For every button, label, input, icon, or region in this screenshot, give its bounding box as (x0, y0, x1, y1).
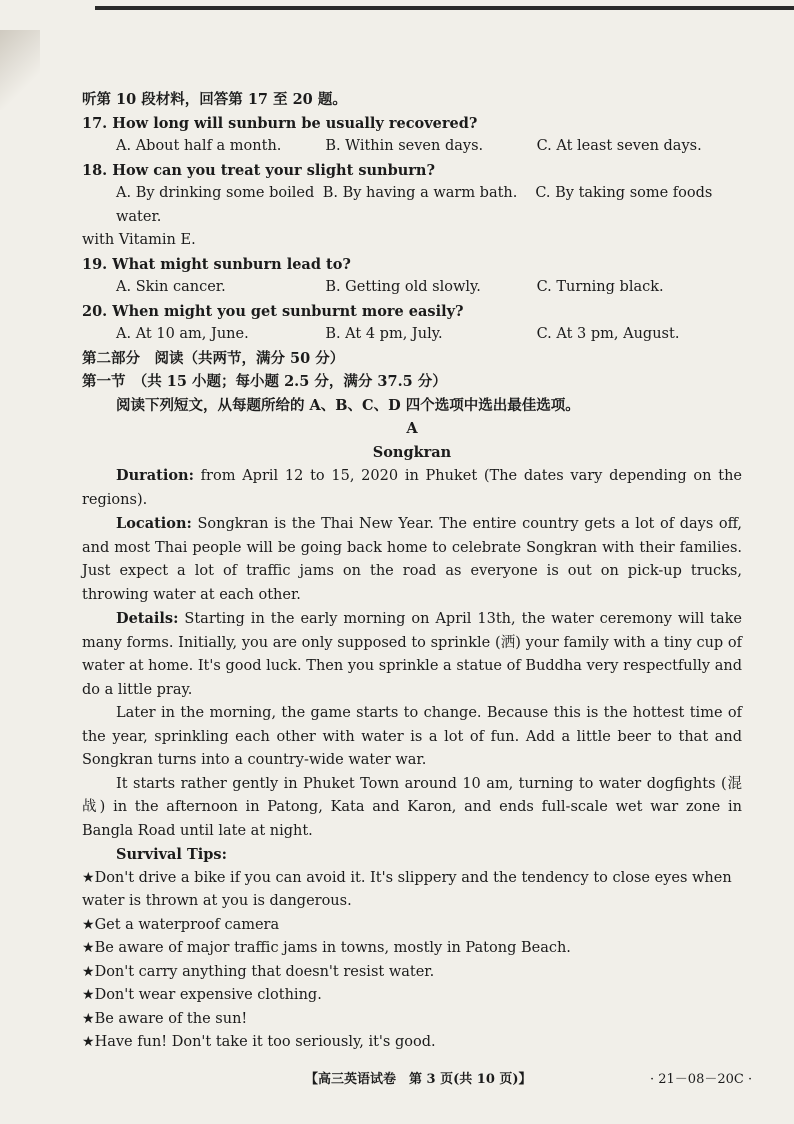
reading-instruction: 阅读下列短文，从每题所给的 A、B、C、D 四个选项中选出最佳选项。 (116, 396, 580, 414)
survival-tips-list (82, 867, 742, 1055)
section1-heading: 第一节 （共 15 小题；每小题 2.5 分，满分 37.5 分） (82, 373, 447, 390)
star-icon: ★ (82, 940, 95, 956)
tip-item: ★Don't carry anything that doesn't resist water. (82, 963, 435, 980)
option-a: A. About half a month. (116, 138, 282, 154)
tip-item: ★Be aware of the sun! (82, 1010, 248, 1027)
location-text: Songkran is the Thai New Year. The entire country gets a lot of days off, and most Thai people will be going back home to celebrate Songkran with their families. Just expect a lot of traffic jams on the road as everyone is out on pick-up trucks, throwing water at each other. (82, 516, 742, 603)
option-c: C. At 3 pm, August. (536, 326, 680, 342)
tip-item: ★Don't wear expensive clothing. (82, 987, 322, 1003)
tip-item: ★Don't drive a bike if you can avoid it. It's slippery and the tendency to close eyes when water is thrown at you is dangerous. (82, 869, 732, 909)
tip-item: ★Have fun! Don't take it too seriously, it's good. (82, 1034, 436, 1050)
option-b: B. Within seven days. (325, 138, 484, 154)
top-border-line (95, 6, 794, 10)
later-paragraph: Later in the morning, the game starts to change. Because this is the hottest time of the year, sprinkling each other with water is a lot of fun. Add a little beer to that and Songkran turns into a country-wide water war. (82, 705, 742, 768)
question-number: 20. (82, 302, 108, 320)
tip-item: ★Get a waterproof camera (82, 916, 280, 933)
question-text: How can you treat your slight sunburn? (112, 161, 435, 179)
survival-tips-label: Survival Tips: (116, 846, 227, 863)
question-17 (82, 112, 742, 159)
question-number: 19. (82, 255, 108, 273)
footer-code: · 21－08－20C · (650, 1072, 753, 1087)
question-number: 17. (82, 114, 108, 132)
option-c: C. At least seven days. (536, 138, 702, 154)
star-icon: ★ (82, 1034, 95, 1050)
page-content (82, 88, 742, 1055)
question-19 (82, 253, 742, 300)
footer-page-info: 【高三英语试卷 第 3 页(共 10 页)】 (305, 1072, 532, 1087)
part2-heading: 第二部分 阅读（共两节，满分 50 分） (82, 349, 345, 367)
duration-text: from April 12 to 15, 2020 in Phuket (The dates vary depending on the regions). (82, 468, 742, 508)
passage-letter: A (406, 420, 418, 437)
duration-paragraph (82, 464, 742, 512)
star-icon: ★ (82, 916, 95, 933)
option-a: A. At 10 am, June. (116, 326, 249, 342)
passage-title: Songkran (372, 443, 452, 461)
question-20 (82, 300, 742, 347)
question-number: 18. (82, 161, 108, 179)
star-icon: ★ (82, 987, 95, 1003)
option-b: B. At 4 pm, July. (325, 326, 443, 342)
details-paragraph (82, 607, 742, 702)
option-b: B. By having a warm bath. (322, 185, 518, 201)
tip-item: ★Be aware of major traffic jams in towns, mostly in Patong Beach. (82, 940, 571, 956)
option-c: C. Turning black. (536, 279, 664, 295)
option-c: C. By taking some foods (535, 185, 713, 201)
question-text: What might sunburn lead to? (112, 255, 351, 273)
duration-label: Duration: (116, 467, 194, 484)
star-icon: ★ (82, 1010, 95, 1027)
star-icon: ★ (82, 963, 95, 980)
option-a: A. Skin cancer. (116, 279, 226, 295)
listening-section-intro: 听第 10 段材料，回答第 17 至 20 题。 (82, 91, 347, 108)
question-18 (82, 159, 742, 253)
details-label: Details: (116, 610, 179, 627)
scan-corner-shadow (0, 30, 40, 110)
option-a: A. By drinking some boiled water. (116, 185, 315, 225)
star-icon: ★ (82, 869, 95, 886)
location-paragraph (82, 512, 742, 607)
option-b: B. Getting old slowly. (325, 279, 481, 295)
location-label: Location: (116, 515, 192, 532)
details-text: Starting in the early morning on April 13th, the water ceremony will take many forms. Initially, you are only supposed to sprinkle (洒) your family with a tiny cup of water at home. It's good luck. Then you sprinkle a statue of Buddha very respectfully and do a little pray. (82, 611, 742, 698)
option-c-continued: with Vitamin E. (82, 232, 196, 248)
question-text: When might you get sunburnt more easily? (112, 302, 464, 320)
question-text: How long will sunburn be usually recovered? (112, 114, 478, 132)
starts-paragraph: It starts rather gently in Phuket Town around 10 am, turning to water dogfights (混战) in the afternoon in Patong, Kata and Karon, and ends full-scale wet war zone in Bangla Road until late at night. (82, 775, 742, 839)
